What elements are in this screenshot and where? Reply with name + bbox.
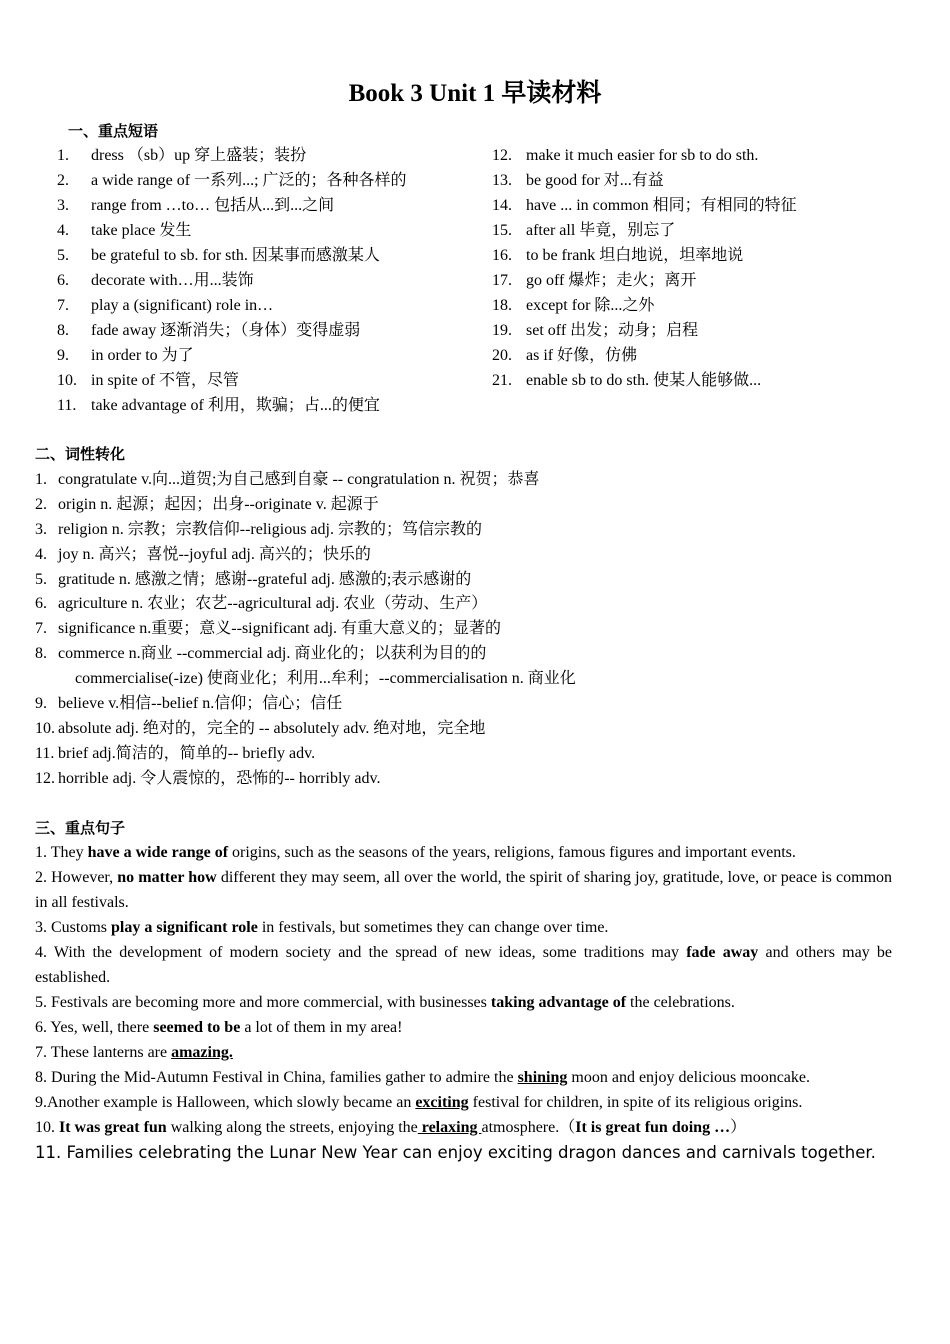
list-item: 1. dress （sb）up 穿上盛装；装扮	[57, 147, 307, 164]
page-title: Book 3 Unit 1 早读材料	[348, 80, 602, 107]
sentence-7: 7. These lanterns are amazing.	[35, 1044, 233, 1061]
list-item: 8. commerce n.商业 --commercial adj. 商业化的；以获利为目的的	[35, 645, 487, 663]
list-item: 19. set off 出发；动身；启程	[492, 322, 699, 339]
list-item: 16. to be frank 坦白地说，坦率地说	[492, 247, 744, 264]
list-item: 2. origin n. 起源；起因；出身--originate v. 起源于	[35, 495, 379, 513]
list-item: 13. be good for 对...有益	[492, 172, 664, 189]
list-item: 11. brief adj.简洁的，简单的-- briefly adv.	[35, 744, 316, 762]
list-item: 3. religion n. 宗教；宗教信仰--religious adj. 宗教的；笃信宗教的	[35, 520, 482, 538]
list-item: 6. agriculture n. 农业；农艺--agricultural adj. 农业（劳动、生产）	[35, 595, 488, 613]
list-item: 7. play a (significant) role in…	[57, 297, 274, 314]
list-item: 5. be grateful to sb. for sth. 因某事而感激某人	[57, 247, 380, 264]
sentence-10: 10. It was great fun walking along the streets, enjoying the relaxing atmosphere.（It is great fun doing …）	[35, 1119, 747, 1136]
list-item: 8. fade away 逐渐消失；（身体）变得虚弱	[57, 322, 361, 339]
sentence-1: 1. They have a wide range of origins, such as the seasons of the years, religions, famous figures and important events.	[35, 844, 796, 861]
list-item: 21. enable sb to do sth. 使某人能够做...	[492, 372, 762, 389]
section-heading-word-forms: 二、词性转化	[35, 445, 126, 463]
sentence-8: 8. During the Mid-Autumn Festival in China, families gather to admire the shining moon and enjoy delicious mooncake.	[35, 1069, 810, 1086]
phrase-list-right	[492, 143, 797, 393]
phrase-list-left	[57, 143, 407, 418]
sentence-4: 4. With the development of modern society and the spread of new ideas, some traditions may fade away and others may be established.	[35, 944, 893, 986]
sentence-6: 6. Yes, well, there seemed to be a lot of them in my area!	[35, 1019, 403, 1036]
list-item: 15. after all 毕竟，别忘了	[492, 222, 676, 239]
list-item-continuation: commercialise(-ize) 使商业化；利用...牟利；--commercialisation n. 商业化	[75, 670, 576, 688]
list-item: 4. joy n. 高兴；喜悦--joyful adj. 高兴的；快乐的	[35, 545, 371, 563]
list-item: 14. have ... in common 相同；有相同的特征	[492, 197, 797, 214]
sentence-list	[35, 840, 892, 1165]
list-item: 4. take place 发生	[57, 222, 192, 239]
list-item: 6. decorate with…用...装饰	[57, 272, 254, 289]
list-item: 7. significance n.重要；意义--significant adj. 有重大意义的；显著的	[35, 620, 502, 638]
sentence-9: 9.Another example is Halloween, which slowly became an exciting festival for children, in spite of its religious origins.	[35, 1094, 803, 1111]
section-heading-phrases: 一、重点短语	[68, 122, 159, 140]
list-item: 10. absolute adj. 绝对的，完全的 -- absolutely adv. 绝对地，完全地	[35, 719, 486, 737]
sentence-3: 3. Customs play a significant role in festivals, but sometimes they can change over time.	[35, 919, 609, 936]
list-item: 18. except for 除...之外	[492, 297, 655, 314]
sentence-2: 2. However, no matter how different they may seem, all over the world, the spirit of sharing joy, gratitude, love, or peace is common in all festivals.	[35, 869, 893, 911]
list-item: 1. congratulate v.向...道贺;为自己感到自豪 -- congratulation n. 祝贺；恭喜	[35, 471, 540, 488]
list-item: 12. make it much easier for sb to do sth.	[492, 147, 759, 164]
list-item: 3. range from …to… 包括从...到...之间	[57, 197, 335, 214]
section-heading-sentences: 三、重点句子	[35, 819, 126, 837]
list-item: 11. take advantage of 利用，欺骗；占...的便宜	[57, 397, 380, 414]
sentence-5: 5. Festivals are becoming more and more commercial, with businesses taking advantage of the celebrations.	[35, 994, 735, 1011]
list-item: 2. a wide range of 一系列...; 广泛的；各种各样的	[57, 172, 407, 189]
list-item: 17. go off 爆炸；走火；离开	[492, 272, 697, 289]
list-item: 9. in order to 为了	[57, 347, 194, 364]
list-item: 12. horrible adj. 令人震惊的，恐怖的-- horribly adv.	[35, 769, 381, 787]
list-item: 20. as if 好像，仿佛	[492, 347, 638, 364]
list-item: 10. in spite of 不管，尽管	[57, 372, 239, 389]
list-item: 9. believe v.相信--belief n.信仰；信心；信任	[35, 695, 343, 713]
sentence-11: 11. Families celebrating the Lunar New Year can enjoy exciting dragon dances and carnivals together.	[35, 1143, 876, 1162]
word-form-list	[35, 467, 576, 791]
list-item: 5. gratitude n. 感激之情；感谢--grateful adj. 感激的;表示感谢的	[35, 570, 472, 588]
